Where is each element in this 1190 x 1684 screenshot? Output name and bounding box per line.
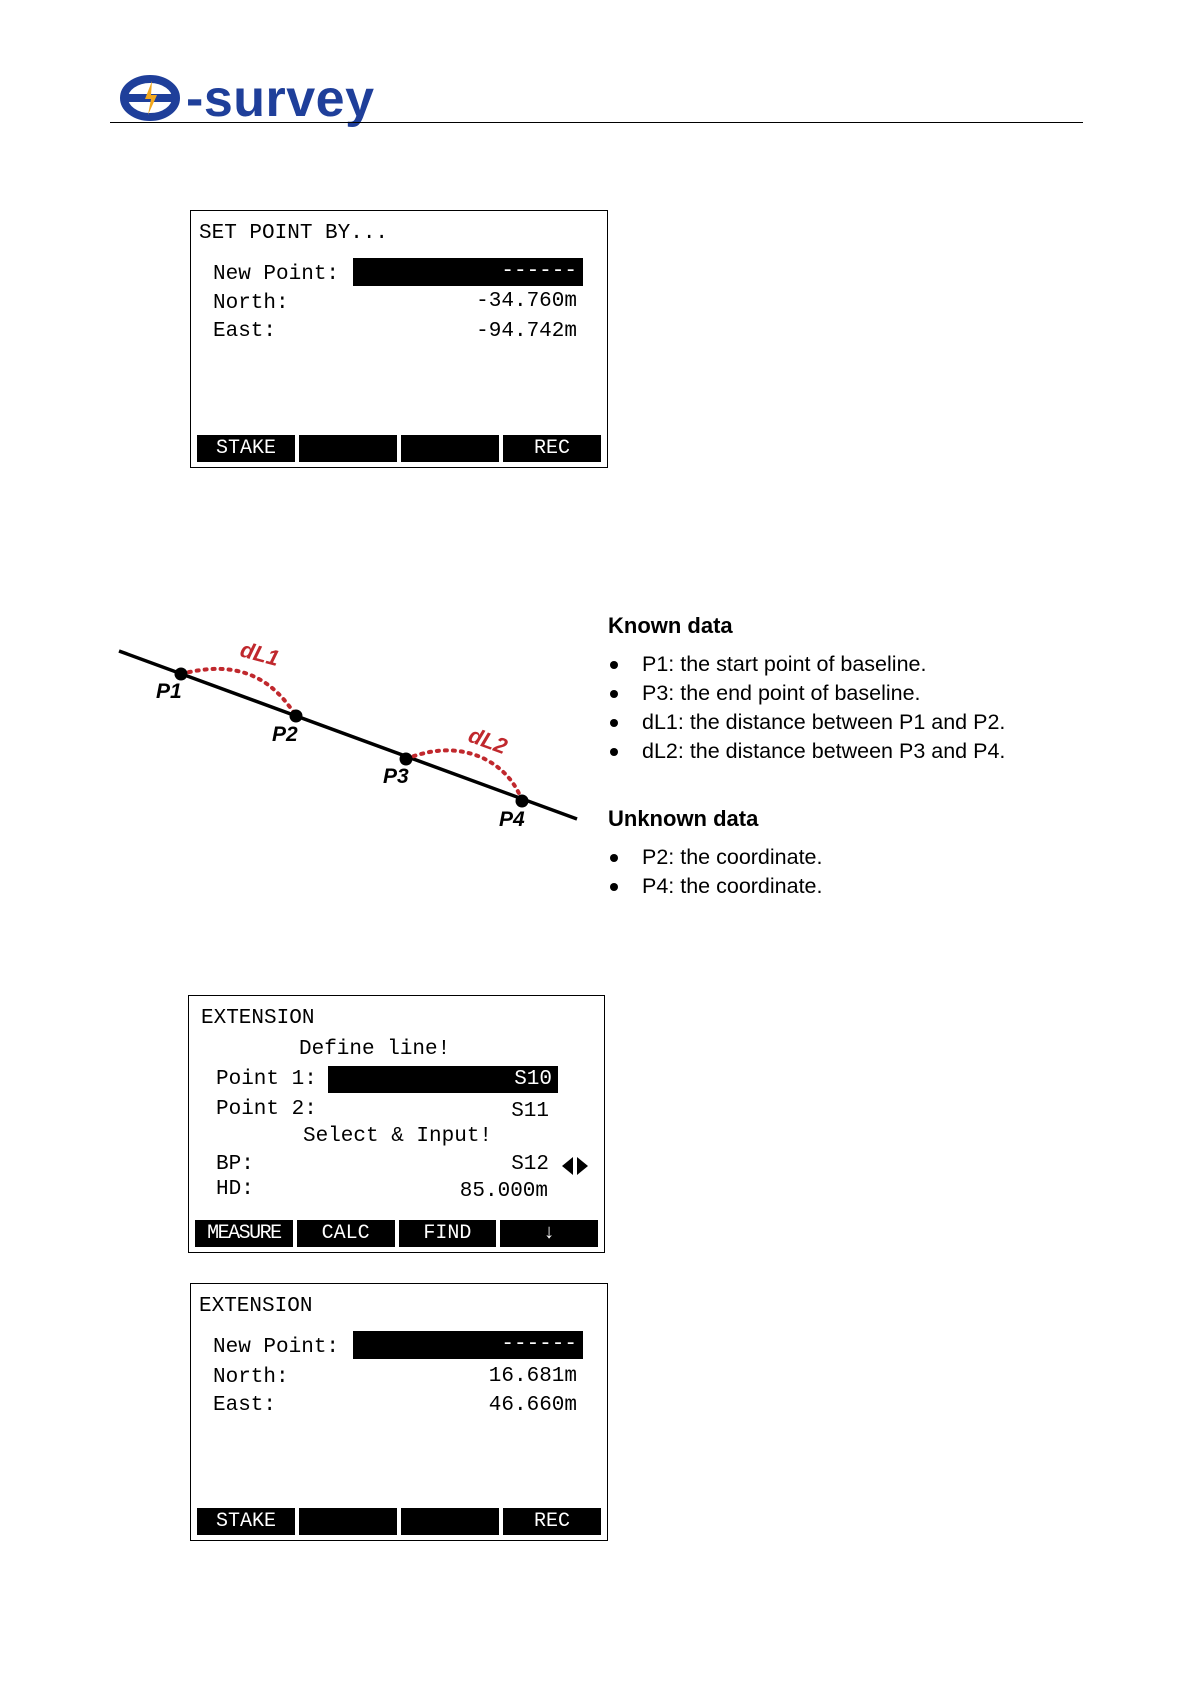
empty-softkey-3[interactable] [401,1508,499,1535]
point-1-label: Point 1: [216,1068,317,1091]
page-down-softkey[interactable]: ↓ [500,1220,598,1247]
east-value: 46.660m [488,1394,577,1417]
find-softkey[interactable]: FIND [399,1220,497,1247]
unknown-data-title: Unknown data [608,806,759,831]
list-item: P3: the end point of baseline. [608,679,1005,708]
known-data-title: Known data [608,613,733,638]
point-p2 [290,710,303,723]
list-item: dL1: the distance between P1 and P2. [608,708,1005,737]
softkey-bar [195,1220,598,1247]
screen-title: EXTENSION [199,1295,313,1318]
point-p1 [175,668,188,681]
point-2-value[interactable]: S11 [511,1100,549,1123]
east-value: -94.742m [476,320,577,343]
new-point-label: New Point: [213,1336,340,1359]
east-label: East: [213,320,277,343]
screen-extension-result [190,1283,608,1541]
new-point-field[interactable]: ------ [353,1331,583,1359]
bp-label: BP: [216,1153,254,1176]
rec-softkey[interactable]: REC [503,435,601,462]
label-p2: P2 [272,723,298,746]
list-item: dL2: the distance between P3 and P4. [608,737,1005,766]
north-label: North: [213,1366,289,1389]
stake-softkey[interactable]: STAKE [197,1508,295,1535]
empty-softkey-3[interactable] [401,435,499,462]
hd-label: HD: [216,1178,254,1201]
east-label: East: [213,1394,277,1417]
left-right-arrows-icon[interactable] [560,1155,590,1177]
logo-mark-icon [118,75,188,121]
label-dl2: dL2 [465,722,511,760]
list-item: P4: the coordinate. [608,872,822,901]
north-label: North: [213,292,289,315]
screen-title: EXTENSION [201,1007,315,1030]
rec-softkey[interactable]: REC [503,1508,601,1535]
point-p3 [400,753,413,766]
measure-softkey[interactable]: MEASURE [195,1220,293,1247]
empty-softkey-2[interactable] [299,1508,397,1535]
label-dl1: dL1 [237,636,282,671]
extension-diagram [110,620,590,850]
point-p4 [516,795,529,808]
unknown-data-list [608,843,822,901]
label-p1: P1 [156,680,182,703]
screen-set-point-by [190,210,608,468]
list-item: P2: the coordinate. [608,843,822,872]
softkey-bar [197,435,601,462]
calc-softkey[interactable]: CALC [297,1220,395,1247]
select-input-prompt: Select & Input! [303,1125,493,1148]
bp-value[interactable]: S12 [511,1153,549,1176]
logo-text: -survey [186,70,375,128]
new-point-label: New Point: [213,263,340,286]
north-value: 16.681m [488,1365,577,1388]
company-logo [118,70,375,126]
list-item: P1: the start point of baseline. [608,650,1005,679]
point-1-field[interactable]: S10 [328,1066,558,1093]
hd-value: 85.000m [459,1180,548,1203]
empty-softkey-2[interactable] [299,435,397,462]
softkey-bar [197,1508,601,1535]
label-p3: P3 [383,765,409,788]
new-point-field[interactable]: ------ [353,258,583,286]
north-value: -34.760m [476,290,577,313]
point-2-label: Point 2: [216,1098,317,1121]
header-divider [110,122,1083,123]
stake-softkey[interactable]: STAKE [197,435,295,462]
define-line-prompt: Define line! [299,1038,451,1061]
label-p4: P4 [499,808,525,831]
screen-extension-define [188,995,605,1253]
known-data-list [608,650,1005,766]
screen-title: SET POINT BY... [199,222,389,245]
